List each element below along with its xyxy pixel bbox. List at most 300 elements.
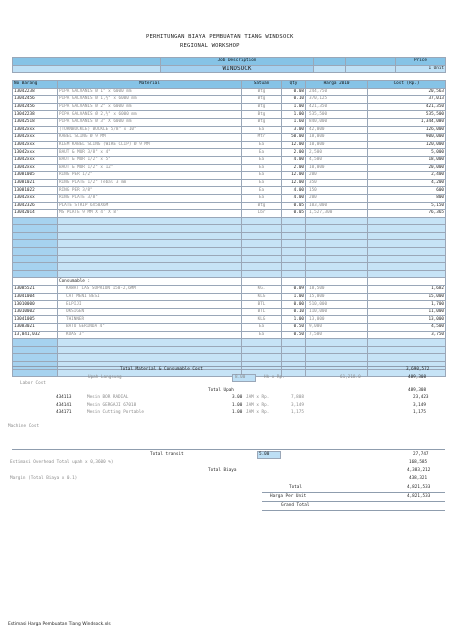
item-material: PIPA GALVANIS Ø 1" x 6000 mm [58,88,242,96]
upah-qty: 8.00 [235,375,246,380]
table-row [13,111,446,119]
empty-cell [282,369,306,377]
divider [262,492,445,493]
item-qty: 0.05 [282,210,306,218]
divider [12,449,445,450]
col-header: No Barang [13,81,58,89]
item-unit: Ea [242,172,282,180]
table-row [13,316,446,324]
price-label: Price [396,58,446,66]
empty-cell [306,248,368,256]
item-cost: 13,000 [368,316,446,324]
margin-label: Margin (Total Biaya x 0.1) [10,476,78,481]
item-qty: 2.00 [282,149,306,157]
item-unit: Ea [242,194,282,202]
item-qty: 0.09 [282,286,306,294]
item-material: KAWAT LAS SUPRION 150-2,6MM [58,286,242,294]
document-subtitle: REGIONAL WORKSHOP [180,43,240,49]
item-qty: 1.00 [282,316,306,324]
empty-cell [306,270,368,278]
table-row [13,134,446,142]
table-row [13,324,446,332]
item-unit: Btg [242,103,282,111]
table-row [13,210,446,218]
item-material: KUAS 3" [58,331,242,339]
item-number: 13042238 [13,111,58,119]
table-row [13,156,446,164]
empty-cell [242,255,282,263]
col-header: Material [58,81,242,89]
item-unit: KG. [242,286,282,294]
item-material: ELPIJI [58,301,242,309]
table-header-row [13,81,446,89]
table-row [13,202,446,210]
item-material: PIPA GALVANIS Ø 3" X 6000 mm [58,118,242,126]
table-row [13,187,446,195]
empty-cell [282,255,306,263]
item-unit: Btg [242,88,282,96]
item-qty: 1.00 [282,111,306,119]
item-cost: 76,365 [368,210,446,218]
table-row [13,263,446,271]
item-price: 10,000 [306,164,368,172]
upah-unit: Hk x Rp. [264,375,285,380]
item-qty: 0.05 [282,202,306,210]
item-price: 18,000 [306,134,368,142]
item-number: 13042xxx [13,141,58,149]
item-cost: 3,750 [368,331,446,339]
grand-total-label: Grand Total [281,503,310,508]
table-row [13,240,446,248]
empty-cell [368,354,446,362]
overhead-value: 168,585 [409,460,428,465]
item-cost: 11,000 [368,308,446,316]
table-row [13,248,446,256]
item-material: BAUT & MUR 1/2" x 5" [58,156,242,164]
table-row [13,149,446,157]
empty-cell [306,232,368,240]
empty-cell [58,354,242,362]
item-number: 13041004 [13,293,58,301]
empty-cell [242,240,282,248]
item-price: 840,000 [306,118,368,126]
table-row [13,255,446,263]
empty-cell [58,232,242,240]
empty-cell [13,217,58,225]
item-cost: 421,350 [368,103,446,111]
empty-cell [58,263,242,271]
item-cost: 5,150 [368,202,446,210]
total-mc-label: Total Material & Consumable Cost [120,367,203,372]
item-qty: 50.00 [282,134,306,142]
item-price: 370,125 [306,96,368,104]
item-price: 350 [306,179,368,187]
empty-cell [306,225,368,233]
table-row [13,339,446,347]
item-price: 4,500 [306,156,368,164]
machine-name: Mesin BOR RADIAL [87,395,129,400]
total-label: Total [289,485,302,490]
item-qty: 12.00 [282,141,306,149]
table-row [13,270,446,278]
labor-cost-label: Labor Cost [20,381,46,386]
machine-unit: JAM x Rp. [246,410,270,415]
machine-hours: 1.00 [232,410,243,415]
item-qty: 1.00 [282,293,306,301]
item-unit: Ea [242,187,282,195]
empty-cell [282,240,306,248]
item-unit: Lbr [242,210,282,218]
item-material: OKSIGEN [58,308,242,316]
empty-cell [306,255,368,263]
machine-unit: JAM x Rp. [246,402,270,408]
machine-cost: 1,175 [413,410,426,415]
item-unit: Btg [242,202,282,210]
table-row [13,286,446,294]
empty-cell [282,339,306,347]
empty-cell [13,232,58,240]
item-number: 13042456 [13,96,58,104]
item-material: BATU GERINDA 4" [58,324,242,332]
item-number: 13081021 [13,179,58,187]
empty-cell [58,339,242,347]
unit-label: 1 Unit [396,65,446,73]
machine-code: 434171 [56,410,72,415]
item-qty: 12.00 [282,172,306,180]
item-unit: Ea [242,141,282,149]
table-row [13,232,446,240]
empty-cell [242,270,282,278]
item-material: BAUT & MUR 3/8" x 4" [58,149,242,157]
item-cost: 535,500 [368,111,446,119]
table-row [13,225,446,233]
divider [12,366,445,367]
item-cost: 20,000 [368,164,446,172]
empty-cell [13,369,58,377]
item-qty: 12.00 [282,179,306,187]
item-cost: 800 [368,194,446,202]
item-unit: KLG [242,293,282,301]
empty-cell [368,278,446,286]
item-qty: 0.00 [282,301,306,309]
table-row [13,88,446,96]
empty-cell [368,346,446,354]
empty-cell [242,248,282,256]
item-price: 13,000 [306,316,368,324]
item-unit: Btg [242,96,282,104]
item-material: THINNER [58,316,242,324]
table-row [13,346,446,354]
item-unit: Ea [242,331,282,339]
item-number: 13083021 [13,324,58,332]
empty-cell [242,217,282,225]
item-qty: 0.10 [282,308,306,316]
item-cost: 2,400 [368,172,446,180]
item-price: 9,000 [306,324,368,332]
empty-cell [58,346,242,354]
empty-cell [368,225,446,233]
machine-rate: 7,808 [291,395,304,400]
item-number: 13042326 [13,202,58,210]
empty-cell [58,240,242,248]
empty-cell [13,339,58,347]
total-biaya-label: Total Biaya [208,468,237,473]
item-unit: Mtr [242,134,282,142]
empty-cell [306,346,368,354]
item-qty: 1.60 [282,118,306,126]
item-number: 13085521 [13,286,58,294]
empty-cell [282,232,306,240]
empty-cell [368,270,446,278]
item-price: 244,750 [306,88,368,96]
empty-cell [58,255,242,263]
harga-per-unit-label: Harga Per Unit [270,494,307,499]
empty-cell [13,263,58,271]
empty-cell [58,248,242,256]
item-unit: Ea [242,324,282,332]
item-price: 7,500 [306,331,368,339]
transit-qty: 5.00 [259,452,270,457]
item-cost: 900,000 [368,134,446,142]
col-header: Cost (Rp.) [368,81,446,89]
item-cost: 37,013 [368,96,446,104]
total-mc-value: 3,690,572 [406,367,430,372]
item-material: PIPA GALVANIS Ø 2,½" x 6000 mm [58,111,242,119]
item-cost: 1,700 [368,301,446,309]
table-row [13,354,446,362]
consumable-header-row [13,278,446,286]
item-unit: Ea [242,156,282,164]
job-header-table [12,57,446,73]
item-qty: 4.00 [282,156,306,164]
table-row [13,103,446,111]
table-row [13,118,446,126]
item-price: 18,500 [306,286,368,294]
empty-cell [58,225,242,233]
empty-cell [368,263,446,271]
item-number: 13042xxx [13,126,58,134]
item-cost: 1,682 [368,286,446,294]
empty-cell [282,263,306,271]
item-unit: Ea [242,164,282,172]
item-price: 200 [306,172,368,180]
item-material: RING PLATE 1/2" Tebal 3 mm [58,179,242,187]
empty-cell [13,255,58,263]
item-cost: 20,563 [368,88,446,96]
machine-cost: 23,423 [413,395,429,400]
item-material: PIPA GALVANIS Ø 2" x 6000 mm [58,103,242,111]
empty-cell [13,248,58,256]
machine-rate: 1,175 [291,410,304,415]
item-qty: 2.00 [282,164,306,172]
consumable-label: Consumable : [58,278,242,286]
item-qty: 4.00 [282,194,306,202]
item-number: 13042xxx [13,194,58,202]
document-title: PERHITUNGAN BIAYA PEMBUATAN TIANG WINDSOCK [146,34,294,40]
item-cost: 1,344,000 [368,118,446,126]
upah-label: Upah Langsung [88,375,122,380]
item-price: 421,350 [306,103,368,111]
empty-cell [306,217,368,225]
empty-cell [282,354,306,362]
divider [262,501,445,502]
item-qty: 0.10 [282,96,306,104]
item-material: KLEM KABEL SLING (WIRE CLIP) Ø 9 MM [58,141,242,149]
transit-label: Total transit [150,452,184,457]
table-row [13,194,446,202]
machine-name: Mesin Cutting Portable [87,410,144,415]
upah-value: 489,308 [408,375,427,380]
empty-cell [13,278,58,286]
empty-cell [242,278,282,286]
item-price: 10,000 [306,141,368,149]
item-number: 13042456 [13,103,58,111]
total-value: 4,821,533 [407,485,431,490]
item-qty: 0.08 [282,88,306,96]
machine-unit: JAM x Rp. [246,395,270,400]
empty-cell [242,232,282,240]
item-number: 13042014 [13,210,58,218]
empty-cell [13,270,58,278]
table-row [13,331,446,339]
col-header: Satuan [242,81,282,89]
item-number: 13041005 [13,316,58,324]
item-qty: 0.50 [282,331,306,339]
table-row [13,217,446,225]
item-number: 13010002 [13,308,58,316]
machine-hours: 1.00 [232,402,243,408]
empty-cell [306,278,368,286]
empty-cell [13,240,58,248]
item-price: 110,000 [306,308,368,316]
item-price: 1,527,300 [306,210,368,218]
total-upah-value: 489,308 [408,388,427,393]
item-price: 103,000 [306,202,368,210]
item-number: 13081005 [13,172,58,180]
item-price: 42,000 [306,126,368,134]
machine-cost: 3,149 [413,402,426,408]
table-row [13,96,446,104]
job-name: WINDSOCK [161,65,314,73]
empty-cell [242,339,282,347]
item-material: KABEL SLING Ø 9 MM [58,134,242,142]
empty-cell [368,240,446,248]
table-row [13,301,446,309]
item-cost: 120,000 [368,141,446,149]
machine-rate: 3,149 [291,402,304,408]
machine-code: 434113 [56,395,72,400]
item-price: 200 [306,194,368,202]
empty-cell [58,217,242,225]
empty-cell [306,263,368,271]
empty-cell [368,232,446,240]
machine-cost-label: Machine Cost [8,424,40,429]
table-row [13,141,446,149]
item-unit: Ea [242,179,282,187]
empty-cell [282,225,306,233]
divider [262,510,445,511]
empty-cell [282,270,306,278]
item-price: 2,500 [306,149,368,157]
empty-cell [282,217,306,225]
item-material: (TURNBUCKLE) BUCKLE 5/8" x 10" [58,126,242,134]
footer-filename: Estimasi Harga Pembuatan Tiang Windsock.xls [8,622,111,627]
item-cost: 4,500 [368,324,446,332]
machine-code: 434141 [56,402,72,408]
table-row [13,179,446,187]
empty-cell [368,217,446,225]
item-number: 13042xxx [13,156,58,164]
empty-cell [242,354,282,362]
item-unit: Btg [242,111,282,119]
item-material: PLATE STRIP 6X50X6M [58,202,242,210]
job-description-label: Job Description [161,58,314,66]
empty-cell [282,278,306,286]
table-row [13,308,446,316]
empty-cell [242,346,282,354]
item-unit: BTL [242,301,282,309]
item-unit: Ea [242,126,282,134]
table-row [13,293,446,301]
table-row [13,369,446,377]
total-upah-label: Total Upah [208,388,234,393]
machine-hours: 3.00 [232,395,243,400]
empty-cell [306,339,368,347]
item-number: 13042518 [13,118,58,126]
item-price: 150 [306,187,368,195]
item-number: 13081022 [13,187,58,195]
empty-cell [242,263,282,271]
item-number: 13042xxx [13,164,58,172]
overhead-label: Estimasi Overhead Total upah x 0,3600 %) [10,460,114,465]
item-qty: 1.00 [282,103,306,111]
item-cost: 126,000 [368,126,446,134]
empty-cell [13,225,58,233]
item-material: RING PER 3/8" [58,187,242,195]
item-number: 13042238 [13,88,58,96]
item-price: 15,000 [306,293,368,301]
total-biaya-value: 4,383,212 [407,468,431,473]
item-number: 13042xxx [13,149,58,157]
item-unit: BTL [242,308,282,316]
item-unit: Btg [242,118,282,126]
empty-cell [58,270,242,278]
col-header: Harga 2010 [306,81,368,89]
item-material: PIPA GALVANIS Ø 1,½" x 6000 mm [58,96,242,104]
item-material: CAT MENI BESI [58,293,242,301]
table-row [13,172,446,180]
item-qty: 4.00 [282,187,306,195]
col-header: Qty [282,81,306,89]
empty-cell [282,346,306,354]
item-number: 13,041,032 [13,331,58,339]
item-cost: 5,000 [368,149,446,157]
item-unit: KLG [242,316,282,324]
empty-cell [13,346,58,354]
empty-cell [368,255,446,263]
item-price: 535,500 [306,111,368,119]
item-material: RING PER 1/2" [58,172,242,180]
item-number: 13010000 [13,301,58,309]
machine-name: Mesin GERGAJI 67018 [87,402,137,408]
item-material: RING PLATE 3/8" [58,194,242,202]
empty-cell [242,225,282,233]
item-cost: 15,000 [368,293,446,301]
item-cost: 18,000 [368,156,446,164]
empty-cell [13,354,58,362]
margin-value: 438,321 [409,476,428,481]
item-cost: 4,200 [368,179,446,187]
